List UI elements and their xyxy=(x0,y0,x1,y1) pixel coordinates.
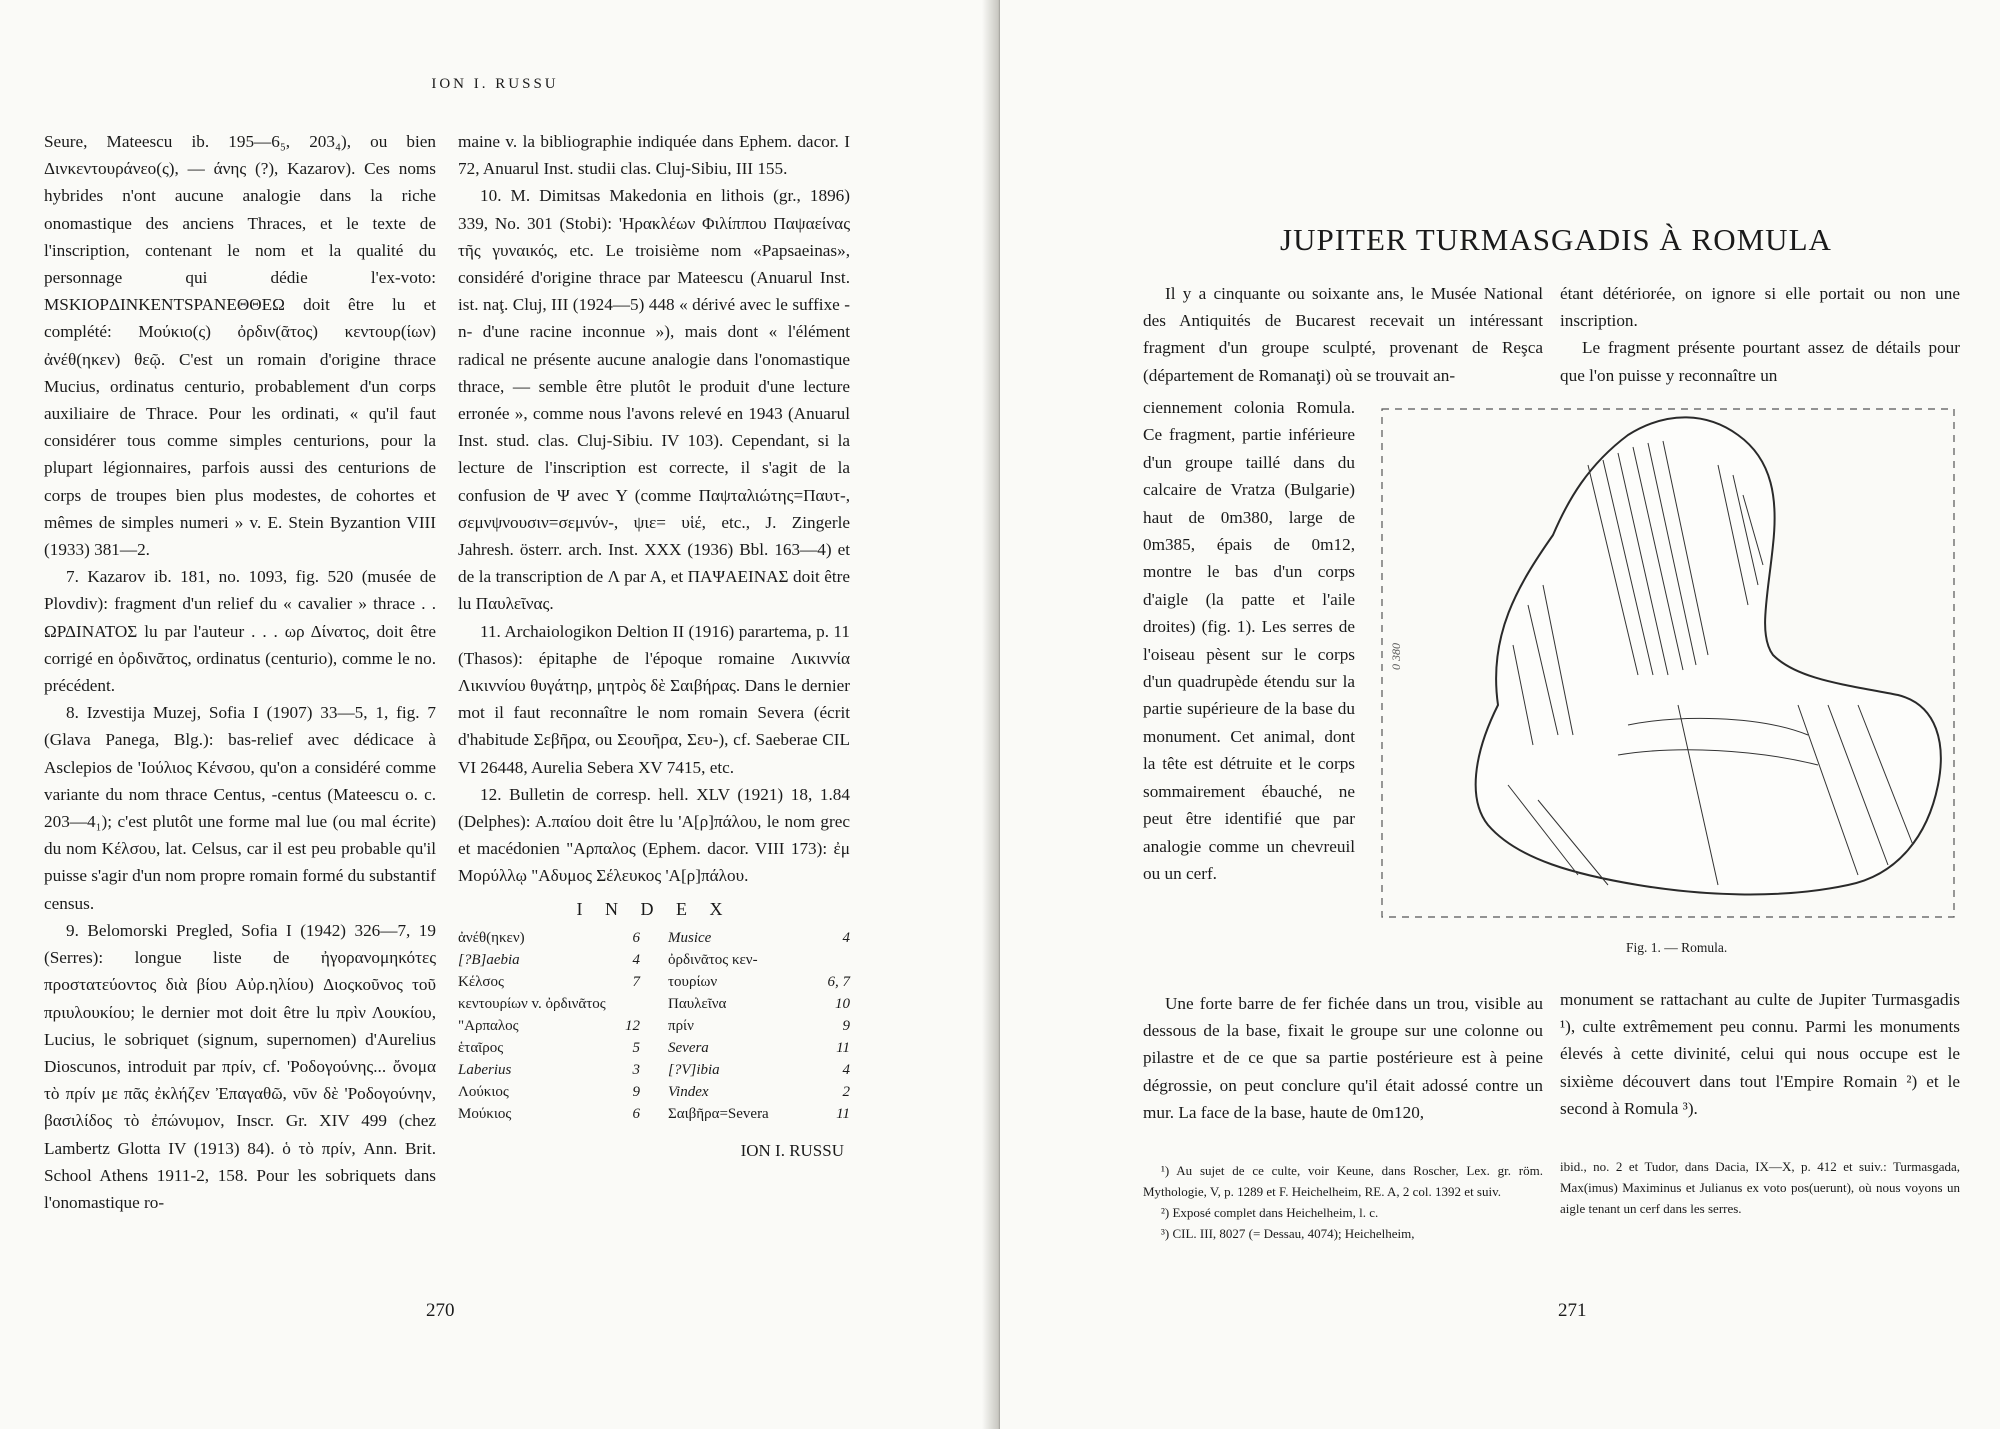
index-term: Παυλεῖνα xyxy=(668,995,727,1012)
paragraph: 7. Kazarov ib. 181, no. 1093, fig. 520 (musée de Plovdiv): fragment d'un relief du « cavalier » thrace . . ΩΡΔΙΝΑΤΟΣ lu par l'auteur . . . ωρ Δίνατος, doit être corrigé en ὀρδινᾶτος, ordinatus (centurio), comme le no. précédent. xyxy=(44,567,436,696)
index-term: κεντουρίων v. ὀρδινᾶτος xyxy=(458,995,606,1012)
index-term: πρίν xyxy=(668,1017,694,1034)
figure-caption: Fig. 1. — Romula. xyxy=(1626,940,1728,955)
figure-relief-drawing xyxy=(1378,405,1958,921)
index-entry xyxy=(668,1015,850,1037)
text-beside-figure xyxy=(1143,394,1355,887)
right-column-1-bottom xyxy=(1143,990,1543,1126)
index-entry xyxy=(668,927,850,949)
index-number: 6, 7 xyxy=(827,973,850,990)
running-head: ION I. RUSSU xyxy=(431,76,559,92)
index-column-right xyxy=(668,927,850,1125)
footnotes-left xyxy=(1143,1160,1543,1244)
paragraph: 11. Archaiologikon Deltion II (1916) parartema, p. 11 (Thasos): épitaphe de l'époque romaine Λικιννία Λικιννίου θυγάτηρ, μητρὸς δὲ Σαιβήρας. Dans le dernier mot il faut reconnaître le nom romain Severa (écrit d'habitude Σεβῆρα, ou Σεουῆρα, Σευ-), cf. Saeberae CIL VI 26448, Aurelia Sebera XV 7415, etc. xyxy=(458,621,850,777)
index-entry xyxy=(668,1059,850,1081)
index-number: 12 xyxy=(625,1017,640,1034)
page-number: 270 xyxy=(426,1300,455,1321)
article-title: JUPITER TURMASGADIS À ROMULA xyxy=(1280,222,1832,257)
left-column-1 xyxy=(44,128,436,1216)
right-column-2-top xyxy=(1560,280,1960,389)
index-term: Laberius xyxy=(458,1061,512,1078)
index-entry xyxy=(458,927,640,949)
index-entry xyxy=(668,949,850,971)
index-entry xyxy=(458,1015,640,1037)
index-entry xyxy=(668,1037,850,1059)
index-entry xyxy=(458,993,640,1015)
index-number: 4 xyxy=(632,951,640,968)
index-number: 9 xyxy=(842,1017,850,1034)
paragraph: Il y a cinquante ou soixante ans, le Musée National des Antiquités de Bucarest recevait un intéressant fragment d'un groupe sculpté, provenant de Reşca (département de Romanaţi) où se trouvait an- xyxy=(1143,284,1543,385)
index-term: Λούκιος xyxy=(458,1083,509,1100)
index-entry xyxy=(458,1103,640,1125)
index-entry xyxy=(668,1081,850,1103)
index-number: 2 xyxy=(842,1083,850,1100)
footnote: ¹) Au sujet de ce culte, voir Keune, dans Roscher, Lex. gr. röm. Mythologie, V, p. 1289 et F. Heichelheim, RE. A, 2 col. 1392 et suiv. xyxy=(1143,1163,1543,1199)
index-number: 6 xyxy=(632,929,640,946)
index-term: Musice xyxy=(668,929,712,946)
paragraph: 9. Belomorski Pregled, Sofia I (1942) 326—7, 19 (Serres): longue liste de ἠγορανομηκότες προστατεύοντος διὰ βίου Αὐρ.ηλίου) Διοςκοῦνος τοῦ πριυλουκίου; le dernier mot doit être lu πρὶν Λουκίου, Lucius, le sobriquet (signum, supernomen) d'Aurelius Dioscunos, introduit par πρίν, cf. 'Ροδογούνης... ὄνομα τὸ πρίν με πᾶς ἐκλήζεν Ἐπαγαθῶ, νῦν δὲ 'Ροδογούνην, βασιλίδος τὸ ἐπώνυμον, Inscr. Gr. XIV 499 (chez Lambertz Glotta IV (1913) 84). ὁ τὸ πρίν, Ann. Brit. School Athens 1911-2, 158. Pour les sobriquets dans l'onomastique ro- xyxy=(44,920,436,1212)
index-term: Κέλσος xyxy=(458,973,504,990)
index-number: 11 xyxy=(836,1105,850,1122)
index-entry xyxy=(668,993,850,1015)
index-entry xyxy=(668,971,850,993)
paragraph: ciennement colonia Romula. Ce fragment, partie inférieure d'un groupe taillé dans du calcaire de Vratza (Bulgarie) haut de 0m380, large de 0m385, épais de 0m12, montre le bas d'un corps d'aigle (la patte et l'aile droites) (fig. 1). Les serres de l'oiseau pèsent sur le corps d'un quadrupède étendu sur la partie supérieure de la base du monument. Cet animal, dont la tête est détruite et le corps sommairement ébauché, ne peut être identifié que par analogie comme un chevreuil ou un cerf. xyxy=(1143,398,1355,883)
paragraph: 8. Izvestija Muzej, Sofia I (1907) 33—5, 1, fig. 7 (Glava Panega, Blg.): bas-relief avec dédicace à Asclepios de 'Ιούλιος Κένσου, qu'on a considéré comme variante du nom thrace Centus, -centus (Mateescu o. c. 203—4₁); c'est plutôt une forme mal lue (ou mal écrite) du nom Κέλσου, lat. Celsus, car il est peu probable qu'il puisse s'agir d'un nom propre romain formé du substantif census. xyxy=(44,703,436,913)
footnote: ibid., no. 2 et Tudor, dans Dacia, IX—X, p. 412 et suiv.: Turmasgada, Max(imus) Maximinus et Julianus ex voto pos(uerunt), où nous voyons un aigle tenant un cerf dans les serres. xyxy=(1560,1159,1960,1216)
scale-label: 0 380 xyxy=(1389,643,1403,670)
index-number: 4 xyxy=(842,1061,850,1078)
index-column-left xyxy=(458,927,640,1125)
index-term: [?V]ibia xyxy=(668,1061,720,1078)
index-entry xyxy=(458,1081,640,1103)
index-number: 11 xyxy=(836,1039,850,1056)
index-entry xyxy=(458,1059,640,1081)
index-title: I N D E X xyxy=(576,898,732,919)
index-number: 7 xyxy=(632,973,640,990)
author-signature: ION I. RUSSU xyxy=(740,1140,844,1160)
paragraph: étant détériorée, on ignore si elle portait ou non une inscription. xyxy=(1560,284,1960,331)
index-term: Vindex xyxy=(668,1083,709,1100)
relief-sketch xyxy=(1378,405,1958,921)
index-term: Severa xyxy=(668,1039,709,1056)
index-number: 4 xyxy=(842,929,850,946)
paragraph: 10. M. Dimitsas Makedonia en lithois (gr., 1896) 339, No. 301 (Stobi): 'Ηρακλέων Φιλίππου Παψαείνας τῆς γυναικός, etc. Le troisième nom «Papsaeinas», considéré d'origine thrace par Mateescu (Anuarul Inst. ist. naţ. Cluj, III (1924—5) 448 « dérivé avec le suffixe -n- d'une racine inconnue »), mais dont « l'élément radical ne présente aucune analogie dans l'onomastique thrace, — semble être plutôt le produit d'une lecture erronée », comme nous l'avons relevé en 1943 (Anuarul Inst. stud. clas. Cluj-Sibiu. IV 103). Cependant, si la lecture de l'inscription est correcte, il s'agit de la confusion de Ψ avec Y (comme Παψταλιώτης=Παυτ-, σεμνψνουσιν=σεμνύν-, ψιε= υἱέ, etc., J. Zingerle Jahresh. österr. arch. Inst. XXX (1936) Bbl. 163—4) et de la transcription de Λ par A, et ΠΑΨΑΕΙΝΑΣ doit être lu Παυλεῖνας. xyxy=(458,186,850,614)
index-term: ἀνέθ(ηκεν) xyxy=(458,929,525,946)
index-number: 5 xyxy=(632,1039,640,1056)
index-number: 10 xyxy=(835,995,850,1012)
index-table xyxy=(458,927,850,1125)
paragraph: monument se rattachant au culte de Jupiter Turmasgadis ¹), culte extrêmement peu connu. Parmi les monuments élevés à cette divinité, celui qui nous occupe est le sixième découvert dans tout l'Empire Romain ²) et le second à Romula ³). xyxy=(1560,990,1960,1118)
index-number: 6 xyxy=(632,1105,640,1122)
page-number: 271 xyxy=(1558,1300,1587,1321)
index-number: 9 xyxy=(632,1083,640,1100)
paragraph: Une forte barre de fer fichée dans un trou, visible au dessous de la base, fixait le groupe sur une colonne ou pilastre et de ce que sa partie postérieure est à peine dégrossie, on peut conclure qu'il était adossé contre un mur. La face de la base, haute de 0m120, xyxy=(1143,994,1543,1122)
index-term: [?B]aebia xyxy=(458,951,520,968)
index-term: ἑταῖρος xyxy=(458,1039,504,1056)
footnotes-right xyxy=(1560,1156,1960,1219)
footnote: ²) Exposé complet dans Heichelheim, l. c. xyxy=(1161,1205,1379,1220)
index-number: 3 xyxy=(632,1061,640,1078)
index-term: τουρίων xyxy=(668,973,718,990)
paragraph: maine v. la bibliographie indiquée dans Ephem. dacor. I 72, Anuarul Inst. studii clas. Cluj-Sibiu, III 155. xyxy=(458,132,850,179)
footnote: ³) CIL. III, 8027 (= Dessau, 4074); Heichelheim, xyxy=(1161,1226,1415,1241)
index-entry xyxy=(458,971,640,993)
index-term: "Αρπαλος xyxy=(458,1017,519,1034)
index-entry xyxy=(458,1037,640,1059)
stone-outline xyxy=(1476,417,1941,894)
left-page xyxy=(0,0,990,1429)
index-entry xyxy=(458,949,640,971)
index-term: ὀρδινᾶτος κεν- xyxy=(668,951,758,968)
paragraph: Seure, Mateescu ib. 195—6₅, 203₄), ou bien Δινκεντουράνεο(ς), — άνης (?), Kazarov). Ces noms hybrides n'ont aucune analogie dans la riche onomastique des anciens Thraces, et le texte de l'inscription, contenant le nom et la qualité du personnage qui dédie l'ex-voto: MSKIOPΔINKENTSPANEΘΘEΩ doit être lu et complété: Μούκιο(ς) ὀρδιν(ᾶτος) κεντουρ(ίων) ἀνέθ(ηκεν) θεῷ. C'est un romain d'origine thrace Mucius, ordinatus centurio, probablement d'un corps auxiliaire de Thrace. Pour les ordinati, « qu'il faut considérer tous comme simples centurions, pour la plupart légionnaires, parfois aussi des centurions de corps de troupes bien plus modestes, de cohortes et mêmes de simples numeri » v. E. Stein Byzantion VIII (1933) 381—2. xyxy=(44,132,436,560)
paragraph: Le fragment présente pourtant assez de détails pour que l'on puisse y reconnaître un xyxy=(1560,338,1960,385)
index-term: Μούκιος xyxy=(458,1105,512,1122)
right-column-1-top xyxy=(1143,280,1543,389)
index-entry xyxy=(668,1103,850,1125)
paragraph: 12. Bulletin de corresp. hell. XLV (1921) 18, 1.84 (Delphes): A.παίου doit être lu 'Α[ρ]πάλου, le nom grec et macédonien "Αρπαλος (Ephem. dacor. VIII 173): ἐμ Μορύλλῳ "Αδυμος Σέλευκος 'Α[ρ]πάλου. xyxy=(458,784,850,886)
index-term: Σαιβῆρα=Severa xyxy=(668,1105,769,1122)
left-column-2 xyxy=(458,128,850,1164)
right-column-2-bottom xyxy=(1560,986,1960,1122)
